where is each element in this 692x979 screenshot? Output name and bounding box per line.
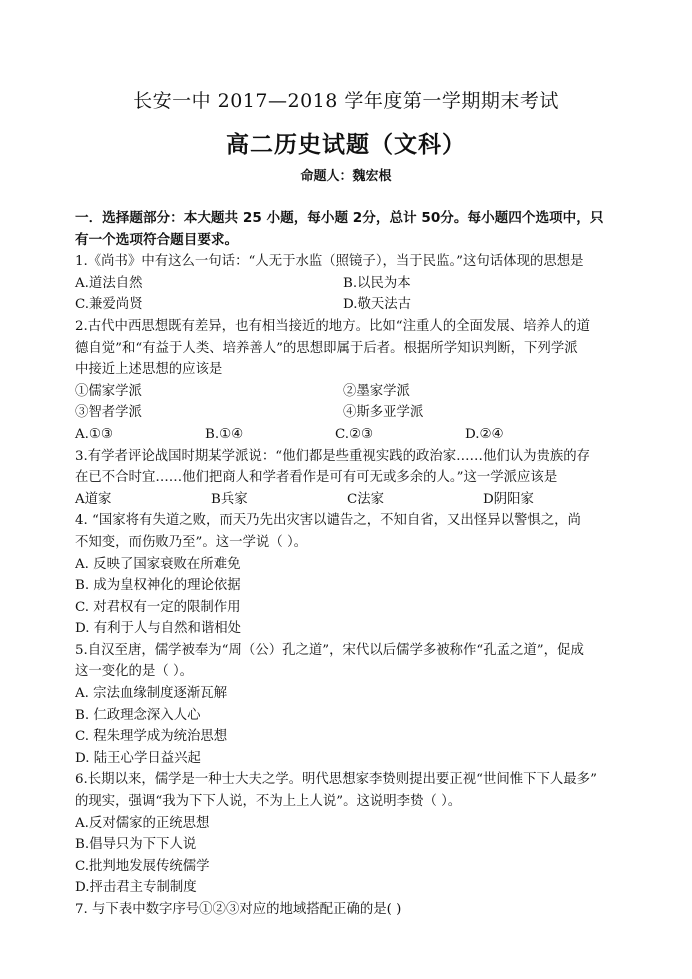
question-3-stem-line2: 在已不合时宜……他们把商人和学者看作是可有可无或多余的人。”这一学派应该是 (75, 470, 558, 486)
question-5-stem-line1: 5.自汉至唐，儒学被奉为“周（公）孔之道”，宋代以后儒学多被称作“孔孟之道”，促成 (75, 642, 584, 658)
question-2-stem-line1: 2.古代中西思想既有差异，也有相当接近的地方。比如“注重人的全面发展、培养人的道 (75, 318, 591, 334)
question-2-stem-line3: 中接近上述思想的应该是 (75, 362, 223, 378)
question-2-option-b: B.①④ (205, 426, 244, 442)
question-5-option-a: A. 宗法血缘制度逐渐瓦解 (75, 686, 228, 702)
question-5-option-b: B. 仁政理念深入人心 (75, 707, 201, 723)
question-3-option-b: B兵家 (211, 491, 248, 507)
question-4-option-a: A. 反映了国家衰败在所难免 (75, 556, 241, 572)
question-4-option-c: C. 对君权有一定的限制作用 (75, 599, 241, 615)
question-2-stem-line2: 德自觉”和“有益于人类、培养善人”的思想即属于后者。根据所学知识判断，下列学派 (75, 340, 578, 356)
question-1-option-b: B.以民为本 (343, 275, 411, 291)
question-4-stem-line1: 4. “国家将有失道之败，而天乃先出灾害以谴告之，不知自省，又出怪异以警惧之，尚 (75, 513, 581, 529)
exam-subtitle: 高二历史试题（文科） (226, 132, 466, 158)
section-heading-line1: 一．选择题部分：本大题共 25 小题，每小题 2分，总计 50分。每小题四个选项中，只 (75, 210, 604, 226)
question-2-options-row (75, 424, 620, 446)
question-2-item-3: ③智者学派 (75, 405, 142, 421)
question-1-stem: 1.《尚书》中有这么一句话：“人无于水监（照镜子），当于民监。”这句话体现的思想是 (75, 254, 584, 270)
question-6-option-b: B.倡导只为下下人说 (75, 837, 197, 853)
question-6-stem-line1: 6.长期以来，儒学是一种士大夫之学。明代思想家李贽则提出要正视“世间惟下下人最多” (75, 772, 597, 788)
question-4-option-d: D. 有利于人与自然和谐相处 (75, 621, 242, 637)
question-2-items-row1 (75, 381, 620, 403)
exam-title: 长安一中 2017—2018 学年度第一学期期末考试 (133, 90, 559, 112)
question-1-options-row2 (75, 294, 620, 316)
question-3-option-c: C法家 (347, 491, 385, 507)
question-2-item-1: ①儒家学派 (75, 383, 142, 399)
question-6-option-c: C.批判地发展传统儒学 (75, 858, 210, 874)
question-4-option-b: B. 成为皇权神化的理论依据 (75, 578, 241, 594)
question-4-stem-line2: 不知变，而伤败乃至”。这一学说（ ）。 (75, 534, 308, 550)
question-3-option-a: A道家 (75, 491, 112, 507)
exam-body (75, 208, 620, 921)
question-2-item-4: ④斯多亚学派 (343, 405, 424, 421)
question-2-items-row2 (75, 402, 620, 424)
question-2-option-a: A.①③ (75, 426, 113, 442)
question-5-option-c: C. 程朱理学成为统治思想 (75, 729, 228, 745)
question-2-option-d: D.②④ (465, 426, 504, 442)
question-3-option-d: D阴阳家 (483, 491, 534, 507)
question-3-options-row (75, 489, 620, 511)
question-3-stem-line1: 3.有学者评论战国时期某学派说：“他们都是些重视实践的政治家……他们认为贵族的存 (75, 448, 591, 464)
question-6-option-d: D.抨击君主专制制度 (75, 880, 197, 896)
question-1-option-c: C.兼爱尚贤 (75, 297, 143, 313)
question-6-option-a: A.反对儒家的正统思想 (75, 815, 210, 831)
question-6-stem-line2: 的现实，强调“我为下下人说，不为上上人说”。这说明李贽（ ）。 (75, 794, 462, 810)
question-1-option-d: D.敬天法古 (343, 297, 412, 313)
question-2-item-2: ②墨家学派 (343, 383, 410, 399)
question-1-option-a: A.道法自然 (75, 275, 143, 291)
question-7-stem: 7. 与下表中数字序号①②③对应的地域搭配正确的是( ) (75, 902, 402, 917)
question-1-options-row1 (75, 273, 620, 295)
exam-author: 命题人：魏宏根 (300, 169, 392, 184)
section-heading-line2: 有一个选项符合题目要求。 (75, 231, 239, 248)
question-5-option-d: D. 陆王心学日益兴起 (75, 750, 201, 766)
question-5-stem-line2: 这一变化的是（ ）。 (75, 664, 194, 680)
question-2-option-c: C.②③ (335, 426, 374, 442)
